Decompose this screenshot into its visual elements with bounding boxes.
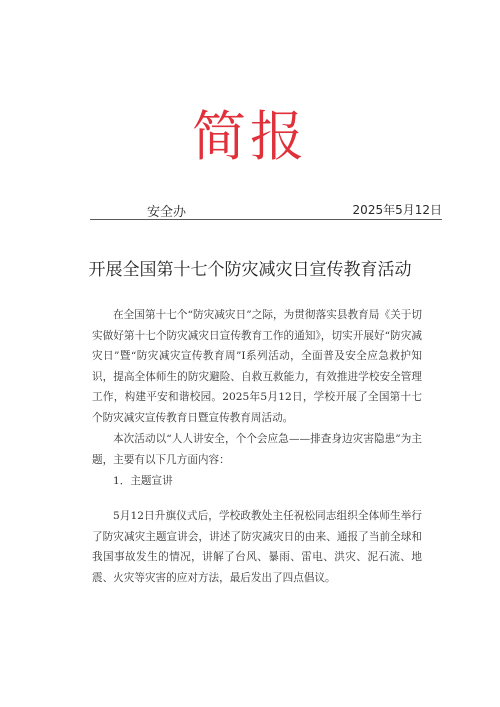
department-label: 安全办: [147, 205, 187, 220]
masthead-title: 简报: [192, 105, 308, 168]
paragraph-intro: 在全国第十七个“防灾减灾日”之际，为贯彻落实县教育局《关于切实做好第十七个防灾减灾日宣传教育工作的通知》，切实开展好“防灾减灾日”暨“防灾减灾宣传教育周”I系列活动，全面普及安全应急救护知识，提高全体师生的防灾避险、自救互救能力，有效推进学校安全管理工作，构建平安和谐校园。2025年5月12日，学校开展了全国第十七个防灾减灾宣传教育日暨宣传教育周活动。: [92, 309, 422, 424]
section-heading: 1．主题宣讲: [113, 475, 173, 487]
header-divider: [90, 219, 442, 220]
meta-row: [90, 198, 442, 220]
issue-date: 2025年5月12日: [352, 203, 442, 217]
paragraph-section-1: 5月12日升旗仪式后，学校政教处主任祝松同志组织全体师生举行了防灾减灾主题宣讲会，讲述了防灾减灾日的由来、通报了当前全球和我国事故发生的情况，讲解了台风、暴雨、雷电、洪灾、泥石流、地震、火灾等灾害的应对方法，最后发出了四点倡议。: [92, 510, 422, 584]
article-title: 开展全国第十七个防灾减灾日宣传教育活动: [88, 260, 412, 280]
paragraph-theme: 本次活动以“人人讲安全，个个会应急——排查身边灾害隐患”为主题，主要有以下几方面内容：: [92, 433, 422, 466]
